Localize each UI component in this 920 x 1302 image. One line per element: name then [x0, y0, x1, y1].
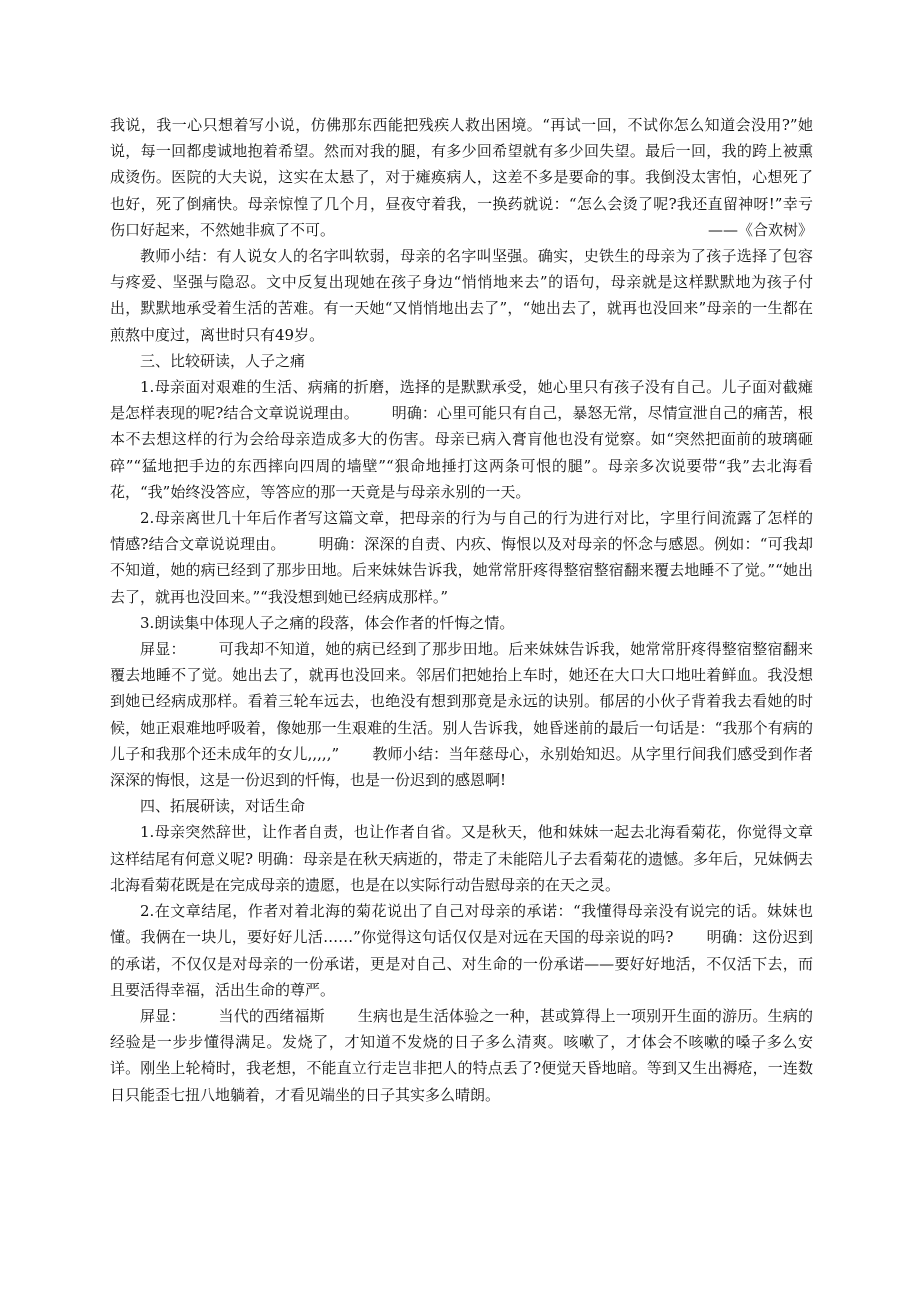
- section-heading-3: 三、比较研读，人子之痛: [140, 351, 306, 370]
- screen-text: 可我却不知道，她的病已经到了那步田地。后来妹妹告诉我，她常常肝疼得整宿整宿翻来覆去地睡不了觉。她出去了，就再也没回来。邻居们把她抬上车时，她还在大口大口地吐着鲜血。我没想到她已经病成那样。看着三轮车远去，也绝没有想到那竟是永远的诀别。郁居的小伙子背着我去看她的时候，她正艰难地呼吸着，像她那一生艰难的生活。别人告诉我，她昏迷前的最后一句话是：“我那个有病的儿子和我那个还未成年的女儿,,,,,”: [110, 640, 813, 763]
- screen-display-2: [110, 1003, 813, 1108]
- section-heading-4: 四、拓展研读，对话生命: [140, 797, 306, 816]
- screen-title: 当代的西绪福斯: [218, 1006, 325, 1025]
- question-4: 1.母亲突然辞世，让作者自责，也让作者自省。又是秋天，他和妹妹一起去北海看菊花，你觉得文章这样结尾有何意义呢? 明确：母亲是在秋天病逝的，带走了未能陪儿子去看菊花的遗憾。多年后，兄妹俩去北海看菊花既是在完成母亲的遗愿，也是在以实际行动告慰母亲的在天之灵。: [110, 823, 813, 894]
- screen-label: 屏显：: [140, 1006, 186, 1025]
- question-text: 1.母亲面对艰难的生活、病痛的折磨，选择的是默默承受，她心里只有孩子没有自己。儿子面对截瘫是怎样表现的呢?结合文章说说理由。: [110, 378, 813, 423]
- answer-text: 明确：这份迟到的承诺，不仅仅是对母亲的一份承诺，更是对自己、对生命的一份承诺——要好好地活，不仅活下去，而且要活得幸福，活出生命的尊严。: [110, 928, 813, 999]
- teacher-summary-1: 教师小结：有人说女人的名字叫软弱，母亲的名字叫坚强。确实，史铁生的母亲为了孩子选择了包容与疼爱、坚强与隐忍。文中反复出现她在孩子身边“悄悄地来去”的语句，母亲就是这样默默地为孩子付出，默默地承受着生活的苦难。有一天她“又悄悄地出去了”，“她出去了，就再也没回来”母亲的一生都在煎熬中度过，离世时只有49岁。: [110, 247, 813, 344]
- question-2: [110, 505, 813, 610]
- teacher-summary-2: 教师小结：当年慈母心，永别始知迟。从字里行间我们感受到作者深深的悔恨，这是一份迟到的忏悔，也是一份迟到的感恩啊!: [110, 744, 813, 790]
- paragraph-mother-hope: [110, 112, 813, 243]
- screen-text: 生病也是生活体验之一种，甚或算得上一项别开生面的游历。生病的经验是一步步懂得满足。发烧了，才知道不发烧的日子多么清爽。咳嗽了，才体会不咳嗽的嗓子多么安详。刚坐上轮椅时，我老想，不能直立行走岂非把人的特点丢了?便觉天昏地暗。等到又生出褥疮，一连数日只能歪七扭八地躺着，才看见端坐的日子其实多么晴朗。: [110, 1006, 813, 1104]
- question-text: 2.在文章结尾，作者对着北海的菊花说出了自己对母亲的承诺：“我懂得母亲没有说完的话。妹妹也懂。我俩在一块儿，要好好儿活……”你觉得这句话仅仅是对远在天国的母亲说的吗?: [110, 902, 813, 947]
- question-5: [110, 898, 813, 1003]
- document-page: [110, 112, 813, 1108]
- screen-display-1: [110, 636, 813, 793]
- question-text: 2.母亲离世几十年后作者写这篇文章，把母亲的行为与自己的行为进行对比，字里行间流露了怎样的情感?结合文章说说理由。: [110, 509, 813, 554]
- question-1: [110, 374, 813, 505]
- answer-text: 明确：心里可能只有自己，暴怒无常，尽情宣泄自己的痛苦，根本不去想这样的行为会给母亲造成多大的伤害。母亲已病入膏肓他也没有觉察。如“突然把面前的玻璃砸碎”“猛地把手边的东西摔向四周的墙壁”“狠命地捶打这两条可恨的腿”。母亲多次说要带“我”去北海看花，“我”始终没答应，等答应的那一天竟是与母亲永别的一天。: [110, 404, 813, 501]
- paragraph-text: 我说，我一心只想着写小说，仿佛那东西能把残疾人救出困境。“再试一回，不试你怎么知道会没用?”她说，每一回都虔诚地抱着希望。然而对我的腿，有多少回希望就有多少回失望。最后一回，我的跨上被熏成烫伤。医院的大夫说，这实在太悬了，对于瘫痪病人，这差不多是要命的事。我倒没太害怕，心想死了也好，死了倒痛快。母亲惊惶了几个月，昼夜守着我，一换药就说：“怎么会烫了呢?我还直留神呀!”幸亏伤口好起来，不然她非疯了不可。: [110, 116, 813, 239]
- source-citation: ——《合欢树》: [707, 220, 813, 239]
- answer-text: 明确：深深的自责、内疚、悔恨以及对母亲的怀念与感恩。例如：“可我却不知道，她的病已经到了那步田地。后来妹妹告诉我，她常常肝疼得整宿整宿翻来覆去地睡不了觉。”“她出去了，就再也没回来。”“我没想到她已经病成那样。”: [110, 535, 813, 606]
- question-3: 3.朗读集中体现人子之痛的段落，体会作者的忏悔之情。: [140, 613, 515, 632]
- screen-label: 屏显：: [140, 640, 186, 659]
